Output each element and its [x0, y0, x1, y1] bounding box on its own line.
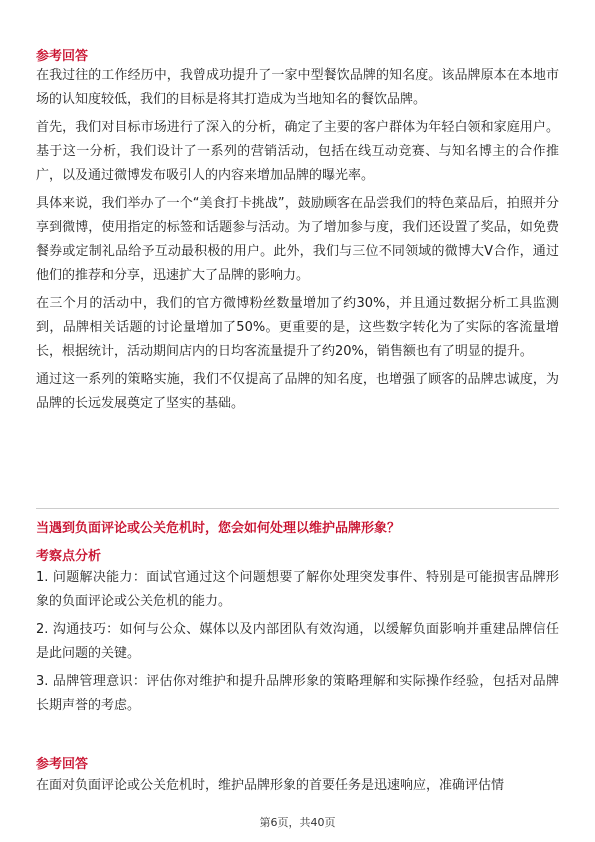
analysis-item-3: 3. 品牌管理意识：评估你对维护和提升品牌形象的策略理解和实际操作经验，包括对品牌长期声誉的考虑。 — [36, 674, 559, 713]
section-divider — [36, 508, 559, 509]
answer-start-line: 在面对负面评论或公关危机时，维护品牌形象的首要任务是迅速响应，准确评估情 — [36, 778, 505, 793]
page-number: 第6页，共40页 — [259, 816, 336, 829]
reference-answer-body — [36, 64, 559, 416]
analysis-list — [36, 566, 559, 718]
answer-paragraph-5: 通过这一系列的策略实施，我们不仅提高了品牌的知名度，也增强了顾客的品牌忠诚度，为品牌的长远发展奠定了坚实的基础。 — [36, 372, 559, 411]
answer-paragraph-3: 具体来说，我们举办了一个“美食打卡挑战”，鼓励顾客在品尝我们的特色菜品后，拍照并分享到微博，使用指定的标签和话题参与活动。为了增加参与度，我们还设置了奖品，如免费餐券或定制礼品给予互动最积极的用户。此外，我们与三位不同领域的微博大V合作，通过他们的推荐和分享，迅速扩大了品牌的影响力。 — [36, 196, 559, 283]
question-heading: 当遇到负面评论或公关危机时，您会如何处理以维护品牌形象？ — [36, 521, 401, 536]
answer-paragraph-2: 首先，我们对目标市场进行了深入的分析，确定了主要的客户群体为年轻白领和家庭用户。基于这一分析，我们设计了一系列的营销活动，包括在线互动竞赛、与知名博主的合作推广，以及通过微博发布吸引人的内容来增加品牌的曝光率。 — [36, 120, 559, 183]
analysis-heading: 考察点分析 — [36, 549, 102, 564]
answer-paragraph-4: 在三个月的活动中，我们的官方微博粉丝数量增加了约30%，并且通过数据分析工具监测到，品牌相关话题的讨论量增加了50%。更重要的是，这些数字转化为了实际的客流量增长，根据统计，活动期间店内的日均客流量提升了约20%，销售额也有了明显的提升。 — [36, 296, 559, 359]
reference-answer-heading: 参考回答 — [36, 49, 89, 64]
reference-answer-heading-2: 参考回答 — [36, 757, 89, 772]
analysis-item-2: 2. 沟通技巧：如何与公众、媒体以及内部团队有效沟通，以缓解负面影响并重建品牌信任是此问题的关键。 — [36, 622, 559, 661]
analysis-item-1: 1. 问题解决能力：面试官通过这个问题想要了解你处理突发事件、特别是可能损害品牌形象的负面评论或公关危机的能力。 — [36, 570, 559, 609]
answer-paragraph-1: 在我过往的工作经历中，我曾成功提升了一家中型餐饮品牌的知名度。该品牌原本在本地市场的认知度较低，我们的目标是将其打造成为当地知名的餐饮品牌。 — [36, 68, 559, 107]
